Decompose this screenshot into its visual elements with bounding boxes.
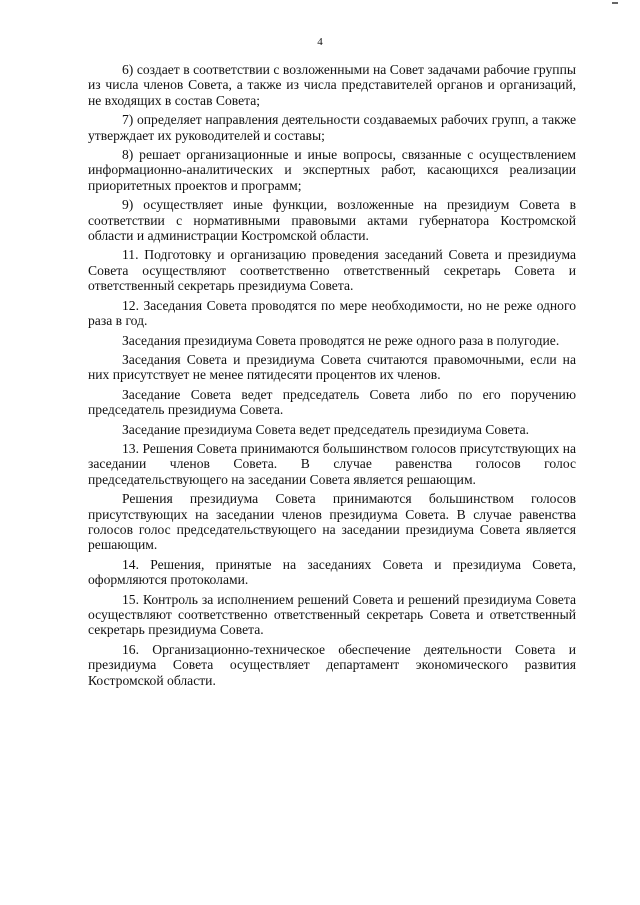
paragraph-item-9: 9) осуществляет иные функции, возложенные на президиум Совета в соответствии с нормативными правовыми актами губернатора Костромской области и администрации Костромской области. (88, 197, 576, 244)
paragraph-presidium-frequency: Заседания президиума Совета проводятся не реже одного раза в полугодие. (122, 332, 560, 348)
paragraph-item-8: 8) решает организационные и иные вопросы, связанные с осуществлением информационно-аналитических и экспертных работ, касающихся реализации приоритетных проектов и программ; (88, 147, 576, 193)
paragraph-clause-16: 16. Организационно-техническое обеспечение деятельности Совета и президиума Совета осуществляет департамент экономического развития Костромской области. (88, 641, 576, 688)
paragraph-clause-11: 11. Подготовку и организацию проведения заседаний Совета и президиума Совета осуществляют соответственно ответственный секретарь Совета и ответственный секретарь президиума Совета. (88, 247, 576, 294)
paragraph-clause-12: 12. Заседания Совета проводятся по мере необходимости, но не реже одного раза в год. (88, 297, 576, 329)
scan-mark (612, 2, 618, 4)
paragraph-clause-14: 14. Решения, принятые на заседаниях Совета и президиума Совета, оформляются протоколами. (88, 556, 576, 588)
paragraph-presidium-chair: Заседание президиума Совета ведет председатель президиума Совета. (122, 421, 530, 437)
paragraph-item-7: 7) определяет направления деятельности создаваемых рабочих групп, а также утверждает их руководителей и составы; (88, 112, 576, 143)
document-body (88, 62, 576, 692)
paragraph-clause-15: 15. Контроль за исполнением решений Совета и решений президиума Совета осуществляют соответственно ответственный секретарь Совета и ответственный секретарь президиума Совета. (88, 591, 576, 638)
paragraph-quorum: Заседания Совета и президиума Совета считаются правомочными, если на них присутствует не менее пятидесяти процентов их членов. (88, 351, 576, 383)
page-number: 4 (317, 36, 323, 48)
paragraph-clause-13: 13. Решения Совета принимаются большинством голосов присутствующих на заседании членов Совета. В случае равенства голосов голос председательствующего на заседании Совета является решающим. (88, 440, 576, 487)
paragraph-item-6: 6) создает в соответствии с возложенными на Совет задачами рабочие группы из числа членов Совета, а также из числа представителей органов и организаций, не входящих в состав Совета; (88, 62, 576, 108)
paragraph-council-chair: Заседание Совета ведет председатель Совета либо по его поручению председатель президиума Совета. (88, 386, 576, 418)
paragraph-presidium-decisions: Решения президиума Совета принимаются большинством голосов присутствующих на заседании членов президиума Совета. В случае равенства голосов голос председательствующего на заседании президиума Совета является решающим. (88, 491, 576, 553)
